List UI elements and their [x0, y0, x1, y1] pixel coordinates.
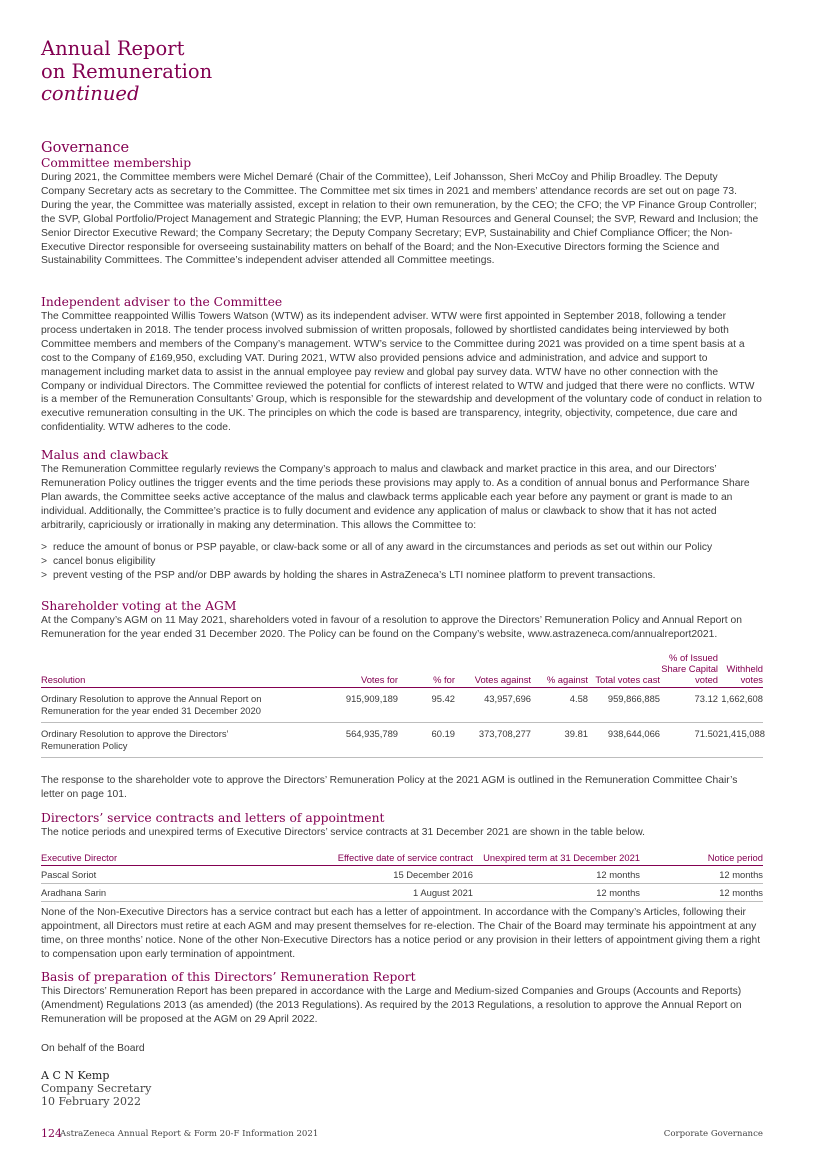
cell-pct-against: 4.58 [569, 692, 588, 704]
service-contracts-heading: Directors’ service contracts and letters of appointment [41, 811, 385, 825]
cell-votes-for: 564,935,789 [345, 727, 398, 739]
cell-pct-against: 39.81 [564, 727, 588, 739]
footer-section-name: Corporate Governance [663, 1129, 763, 1139]
cell-unexpired-term: 12 months [596, 868, 640, 880]
col-unexpired-term: Unexpired term at 31 December 2021 [483, 851, 640, 863]
cell-pct-for: 60.19 [431, 727, 455, 739]
shareholder-voting-section [41, 599, 763, 802]
cell-votes-against: 43,957,696 [484, 692, 531, 704]
cell-pct-for: 95.42 [431, 692, 455, 704]
cell-pct-capital: 71.50 [694, 727, 718, 739]
col-votes-against: Votes against [474, 673, 531, 685]
committee-membership-text: During 2021, the Committee members were Michel Demaré (Chair of the Committee), Leif Johansson, Sheri McCoy and Philip Broadley. The Deputy Company Secretary acts as secretary to the Committee. The Committee met six times in 2021 and members’ attendance records are set out on page 73. During the year, the Committee was materially assisted, except in relation to their own remuneration, by the CEO; the CFO; the VP Finance Group Controller; the SVP, Global Portfolio/Project Management and Strategic Planning; the EVP, Human Resources and General Counsel; the SVP, Reward and Inclusion; the Senior Director Executive Reward; the Company Secretary; the Deputy Company Secretary; EVP, Sustainability and Chief Compliance Officer; the Non-Executive Director responsible for overseeing sustainability matters on behalf of the Board; and the Non-Executive Directors forming the Science and Sustainability Committees. The Committee’s independent adviser attended all Committee meetings. [41, 172, 759, 267]
col-pct-capital: % of Issued Share Capital voted [661, 651, 718, 685]
voting-results-table [41, 652, 763, 758]
service-contracts-table [41, 852, 763, 902]
col-director: Executive Director [41, 851, 118, 863]
col-withheld: Withheld votes [726, 662, 763, 685]
signature-date: 10 February 2022 [41, 1095, 141, 1108]
cell-resolution: Ordinary Resolution to approve the Annual Report on Remuneration for the year ended 31 December 2020 [41, 692, 262, 717]
malus-clawback-text: The Remuneration Committee regularly reviews the Company’s approach to malus and clawback and market practice in this area, and our Directors’ Remuneration Policy outlines the trigger events and the time periods these provisions may apply to. As a condition of annual bonus and Performance Share Plan awards, the Committee seeks active acceptance of the malus and clawback terms applicable each year before any payment or grant is made to an individual. Additionally, the Committee’s practice is to fully document and evidence any application of malus or clawback to show that it has not acted arbitrarily, capriciously or irrationally in making any determination. This allows the Committee to: [41, 464, 750, 531]
table-row [41, 865, 763, 883]
adviser-heading: Independent adviser to the Committee [41, 295, 283, 309]
cell-total-votes: 959,866,885 [607, 692, 660, 704]
page-footer [41, 1127, 763, 1141]
governance-heading: Governance [41, 140, 130, 156]
cell-director: Pascal Soriot [41, 868, 97, 880]
cell-votes-for: 915,909,189 [345, 692, 398, 704]
cell-total-votes: 938,644,066 [607, 727, 660, 739]
page-title [41, 38, 212, 106]
on-behalf-text: On behalf of the Board [41, 1042, 145, 1054]
shareholder-voting-text: At the Company’s AGM on 11 May 2021, shareholders voted in favour of a resolution to approve the Directors’ Remuneration Policy and Annual Report on Remuneration for the year ended 31 December 2020. The Policy can be found on the Company’s website, www.astrazeneca.com/annualreport2021. [41, 615, 742, 640]
shareholder-voting-heading: Shareholder voting at the AGM [41, 599, 237, 613]
cell-notice-period: 12 months [719, 886, 763, 898]
basis-of-preparation-text: This Directors’ Remuneration Report has been prepared in accordance with the Large and Medium-sized Companies and Groups (Accounts and Reports) (Amendment) Regulations 2013 (as amended) (the 2013 Regulations). As required by the 2013 Regulations, a resolution to approve the Annual Report on Remuneration will be proposed at the AGM on 29 April 2022. [41, 986, 742, 1025]
cell-notice-period: 12 months [719, 868, 763, 880]
table-header-row [41, 652, 763, 688]
col-pct-against: % against [546, 673, 588, 685]
table-row [41, 883, 763, 901]
col-effective-date: Effective date of service contract [337, 851, 473, 863]
adviser-text: The Committee reappointed Willis Towers Watson (WTW) as its independent adviser. WTW were first appointed in September 2018, following a tender process undertaken in 2018. The tender process involved submission of written proposals, followed by shortlisted candidates being interviewed by both Committee members and members of the Company’s management. WTW’s service to the Committee during 2021 was provided on a time spent basis at a cost to the Company of £169,950, excluding VAT. During 2021, WTW also provided pensions advice and administration, and advice and support to management including market data to assist in the annual employee pay review and global pay survey data. WTW have no other connection with the Company or individual Directors. The Committee reviewed the potential for conflicts of interest related to WTW and judged that there were no conflicts. WTW is a member of the Remuneration Consultants’ Group, which is responsible for the stewardship and development of the voluntary code of conduct in relation to executive remuneration consulting in the UK. The principles on which the code is based are transparency, integrity, objectivity, competence, due care and confidentiality. WTW adheres to the code. [41, 311, 762, 434]
table-row [41, 687, 763, 722]
signatory-role: Company Secretary [41, 1082, 152, 1095]
cell-effective-date: 1 August 2021 [413, 886, 473, 898]
adviser-section [41, 295, 763, 435]
cell-director: Aradhana Sarin [41, 886, 107, 898]
service-contracts-section [41, 811, 763, 962]
title-continued: continued [41, 82, 140, 105]
cell-votes-against: 373,708,277 [478, 727, 531, 739]
col-notice-period: Notice period [707, 851, 763, 863]
col-votes-for: Votes for [360, 673, 398, 685]
col-pct-for: % for [433, 673, 455, 685]
basis-of-preparation-section [41, 970, 763, 1056]
cell-pct-capital: 73.12 [694, 692, 718, 704]
list-item: > cancel bonus eligibility [41, 555, 763, 569]
cell-effective-date: 15 December 2016 [393, 868, 473, 880]
non-executive-text: None of the Non-Executive Directors has a service contract but each has a letter of appointment. In accordance with the Company’s Articles, following their appointment, all Directors must retire at each AGM and may present themselves for re-election. The Chair of the Board may terminate his appointment at any time, on three months’ notice. None of the other Non-Executive Directors has a notice period or any provision in their letters of appointment giving them a right to compensation upon early termination of appointment. [41, 906, 761, 960]
malus-clawback-heading: Malus and clawback [41, 448, 169, 462]
col-total-votes: Total votes cast [595, 673, 660, 685]
list-item: > reduce the amount of bonus or PSP payable, or claw-back some or all of any award in the circumstances and periods as set out within our Policy [41, 541, 763, 555]
list-item: > prevent vesting of the PSP and/or DBP awards by holding the shares in AstraZeneca’s LTI nominee platform to prevent transactions. [41, 569, 763, 583]
page-number: 124 [41, 1127, 62, 1140]
cell-resolution: Ordinary Resolution to approve the Directors’ Remuneration Policy [41, 727, 229, 752]
col-resolution: Resolution [41, 673, 86, 685]
signatory-name: A C N Kemp [41, 1069, 110, 1082]
cell-withheld: 21,415,088 [718, 727, 765, 739]
committee-membership-section [41, 156, 763, 268]
voting-response-text: The response to the shareholder vote to approve the Directors’ Remuneration Policy at the 2021 AGM is outlined in the Remuneration Committee Chair’s letter on page 101. [41, 774, 738, 800]
table-header-row [41, 852, 763, 866]
malus-clawback-section [41, 448, 763, 583]
publication-name: AstraZeneca Annual Report & Form 20-F Information 2021 [60, 1129, 319, 1139]
service-contracts-text: The notice periods and unexpired terms of Executive Directors’ service contracts at 31 December 2021 are shown in the table below. [41, 827, 646, 838]
table-row [41, 722, 763, 757]
title-line-1: Annual Report [41, 37, 185, 60]
basis-of-preparation-heading: Basis of preparation of this Directors’ Remuneration Report [41, 970, 416, 984]
malus-clawback-list [41, 541, 763, 583]
cell-unexpired-term: 12 months [596, 886, 640, 898]
cell-withheld: 1,662,608 [721, 692, 763, 704]
committee-membership-heading: Committee membership [41, 156, 192, 170]
signature-block [41, 1069, 151, 1108]
title-line-2: on Remuneration [41, 59, 213, 83]
